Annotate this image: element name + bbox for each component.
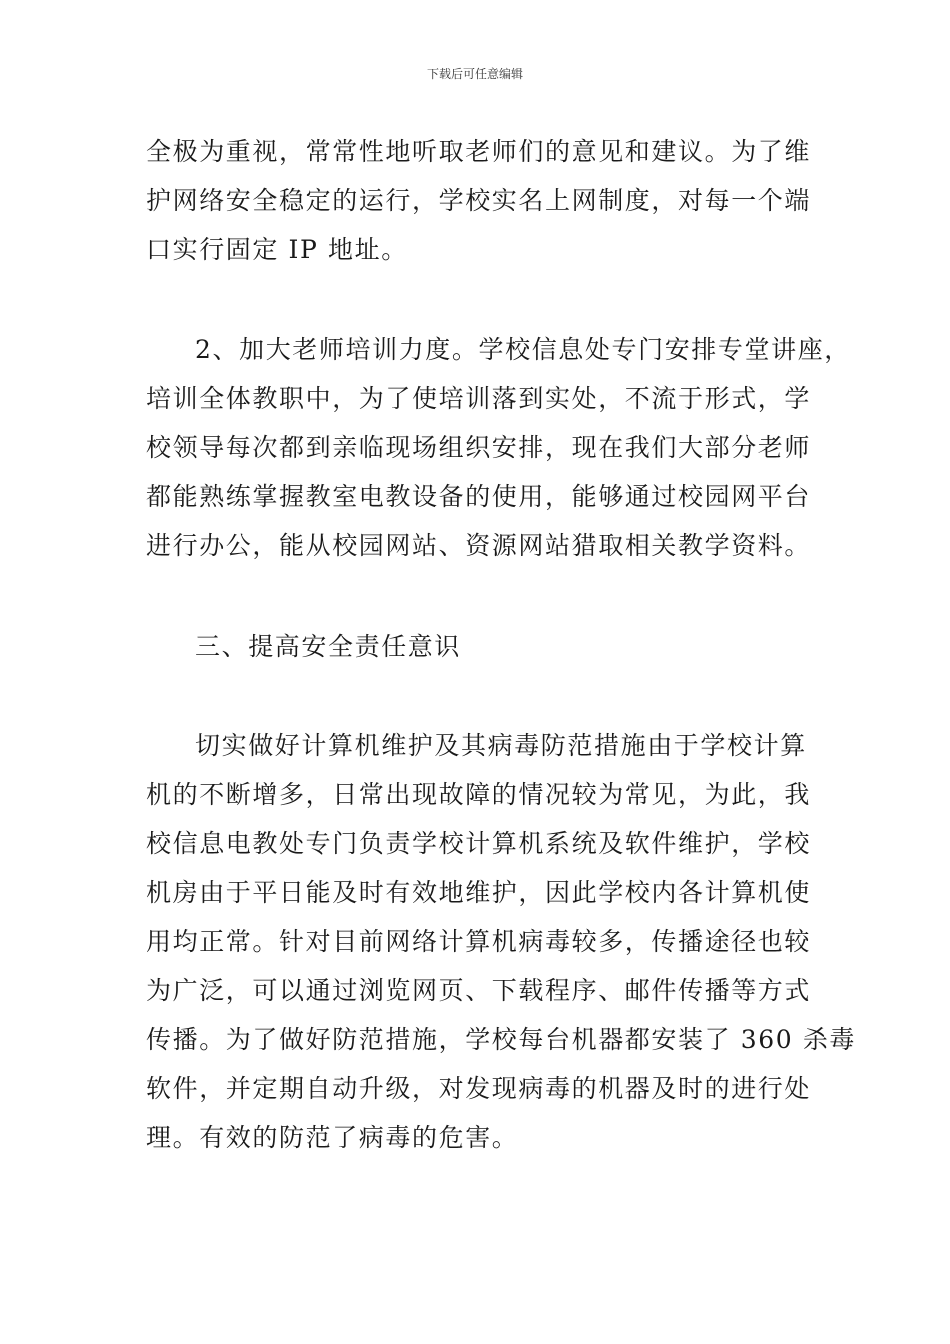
text-line: 机房由于平日能及时有效地维护，因此学校内各计算机使	[146, 878, 812, 907]
paragraph-computer-maintenance	[146, 721, 857, 1162]
text-line: 都能熟练掌握教室电教设备的使用，能够通过校园网平台	[146, 482, 812, 511]
text-line: 校信息电教处专门负责学校计算机系统及软件维护，学校	[146, 829, 812, 858]
paragraph-teacher-training	[146, 325, 851, 570]
text-line: 机的不断增多，日常出现故障的情况较为常见，为此，我	[146, 780, 812, 809]
text-line: 全极为重视，常常性地听取老师们的意见和建议。为了维	[146, 137, 812, 166]
paragraph-network-security-continued	[146, 127, 816, 274]
text-line: 为广泛，可以通过浏览网页、下载程序、邮件传播等方式	[146, 976, 812, 1005]
text-line: 切实做好计算机维护及其病毒防范措施由于学校计算	[195, 731, 807, 760]
text-line: 校领导每次都到亲临现场组织安排，现在我们大部分老师	[146, 433, 812, 462]
text-line: 传播。为了做好防范措施，学校每台机器都安装了 360 杀毒	[146, 1025, 857, 1054]
page-header: 下载后可任意编辑	[426, 67, 523, 81]
text-line: 用均正常。针对目前网络计算机病毒较多，传播途径也较	[146, 927, 812, 956]
text-line: 护网络安全稳定的运行，学校实名上网制度，对每一个端	[146, 186, 812, 215]
text-line: 2、加大老师培训力度。学校信息处专门安排专堂讲座，	[195, 335, 851, 364]
text-line: 理。有效的防范了病毒的危害。	[146, 1123, 519, 1152]
section-heading-text: 三、提高安全责任意识	[195, 632, 462, 661]
text-line: 软件，并定期自动升级，对发现病毒的机器及时的进行处	[146, 1074, 812, 1103]
text-line: 口实行固定 IP 地址。	[146, 235, 408, 264]
text-line: 培训全体教职中，为了使培训落到实处，不流于形式，学	[146, 384, 812, 413]
section-heading	[146, 622, 816, 671]
text-line: 进行办公，能从校园网站、资源网站猎取相关教学资料。	[146, 531, 812, 560]
